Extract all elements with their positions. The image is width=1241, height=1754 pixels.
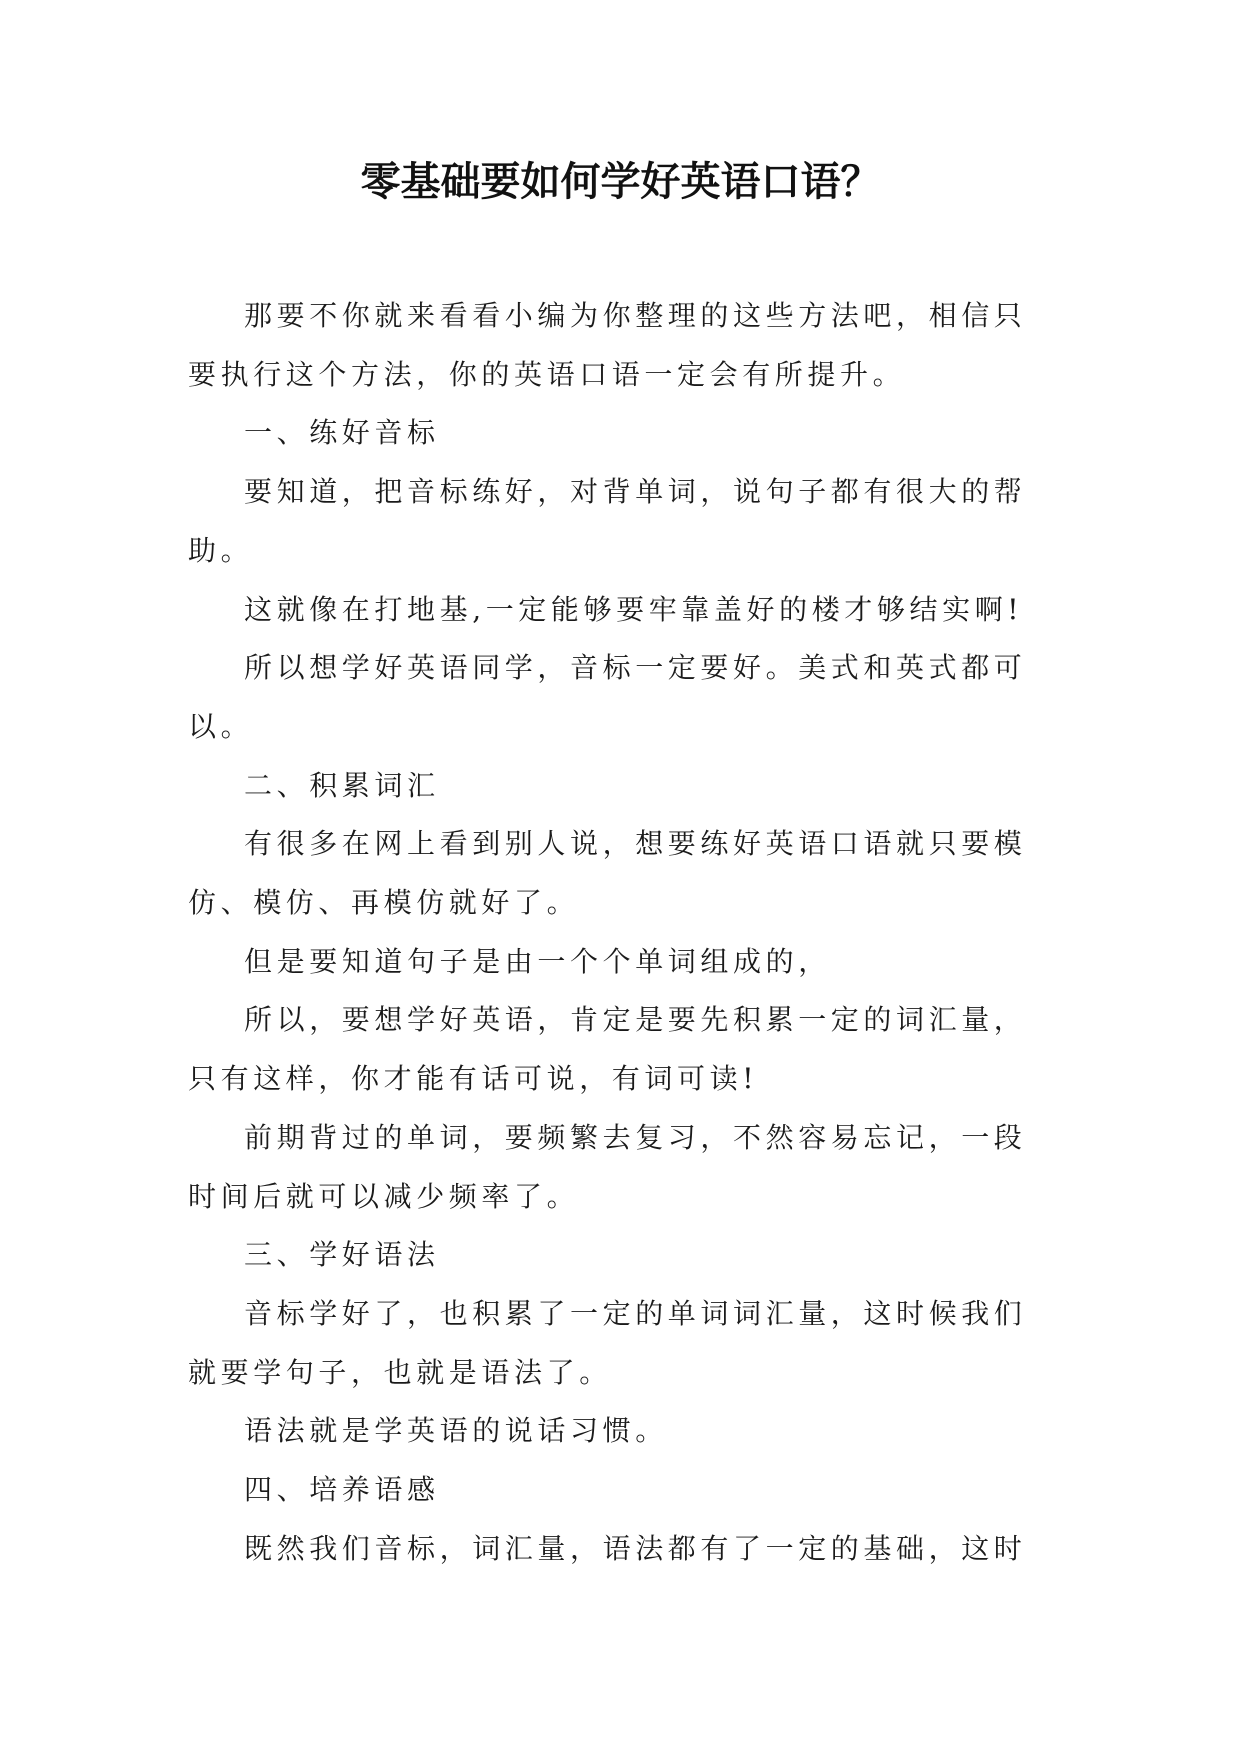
intro-paragraph: 那要不你就来看看小编为你整理的这些方法吧，相信只要执行这个方法，你的英语口语一定会有所提升。 [188, 299, 1027, 391]
paragraph: 前期背过的单词，要频繁去复习，不然容易忘记，一段时间后就可以减少频率了。 [188, 1120, 1027, 1213]
section-heading-grammar: 三、学好语法 [244, 1238, 440, 1272]
section-heading-vocabulary: 二、积累词汇 [244, 768, 440, 802]
paragraph: 既然我们音标，词汇量，语法都有了一定的基础，这时 [244, 1531, 1027, 1565]
paragraph: 所以，要想学好英语，肯定是要先积累一定的词汇量，只有这样，你才能有话可说，有词可读! [188, 1003, 1027, 1096]
paragraph: 要知道，把音标练好，对背单词，说句子都有很大的帮助。 [188, 475, 1027, 567]
section-heading-language-sense: 四、培养语感 [244, 1473, 440, 1507]
paragraph: 音标学好了，也积累了一定的单词词汇量，这时候我们就要学句子，也就是语法了。 [188, 1296, 1027, 1389]
document-title: 零基础要如何学好英语口语？ [360, 158, 881, 205]
paragraph: 有很多在网上看到别人说，想要练好英语口语就只要模仿、模仿、再模仿就好了。 [188, 827, 1027, 920]
paragraph: 所以想学好英语同学，音标一定要好。美式和英式都可以。 [188, 651, 1027, 743]
section-heading-phonetics: 一、练好音标 [244, 416, 440, 450]
paragraph: 这就像在打地基,一定能够要牢靠盖好的楼才够结实啊! [244, 592, 1024, 626]
paragraph: 语法就是学英语的说话习惯。 [244, 1414, 668, 1448]
document-body [188, 287, 1058, 1578]
paragraph: 但是要知道句子是由一个个单词组成的， [244, 944, 831, 978]
